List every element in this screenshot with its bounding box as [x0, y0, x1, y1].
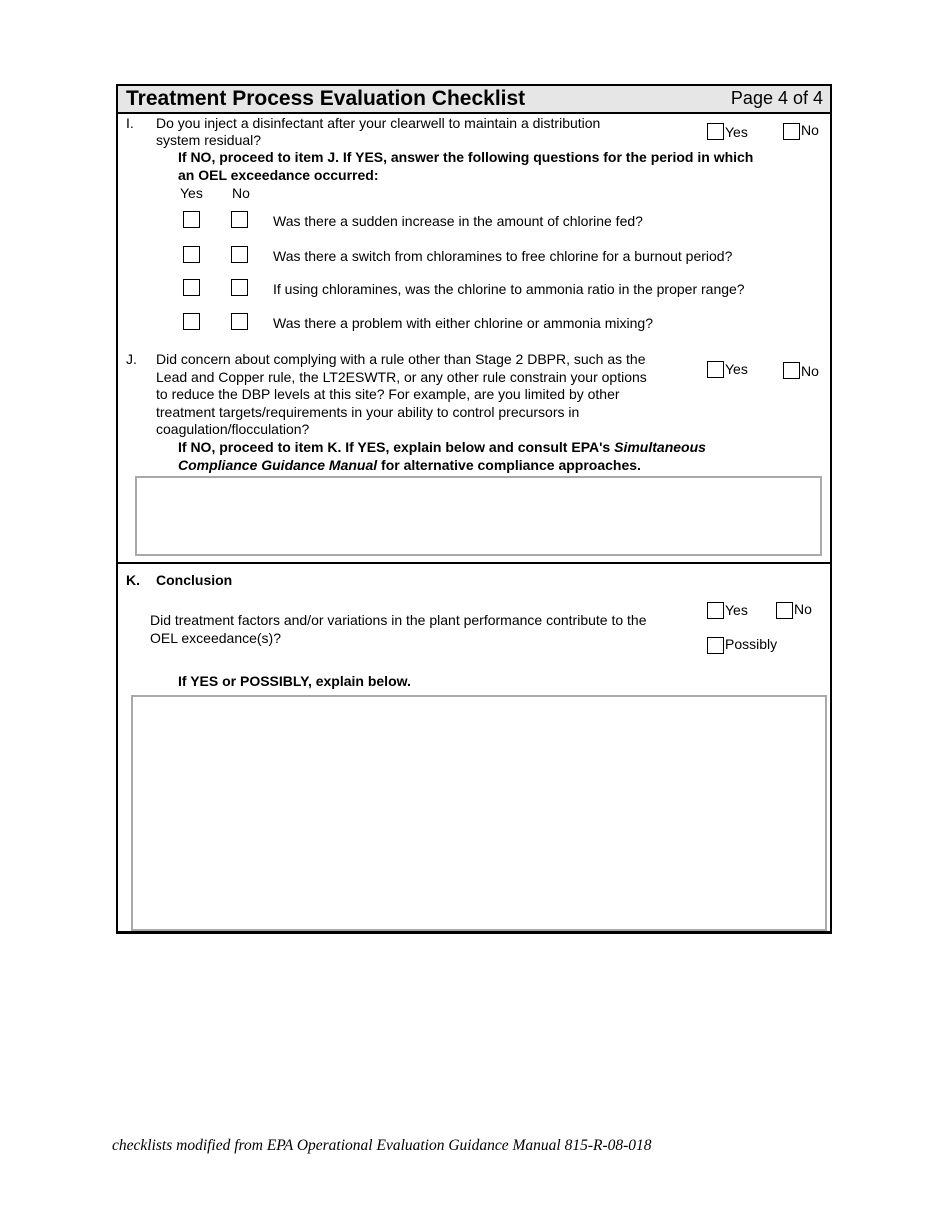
- item-i-instruction-line1: If NO, proceed to item J. If YES, answer the following questions for the period in which: [178, 149, 754, 165]
- item-i-col-no: No: [232, 185, 250, 201]
- item-i-marker: I.: [126, 115, 134, 131]
- item-k-possibly-checkbox[interactable]: [707, 637, 724, 654]
- item-j-question-line2: Lead and Copper rule, the LT2ESWTR, or any other rule constrain your options: [156, 368, 647, 385]
- item-j-question-line4: treatment targets/requirements in your ability to control precursors in: [156, 403, 580, 420]
- subq-3-text: If using chloramines, was the chlorine to ammonia ratio in the proper range?: [273, 281, 745, 297]
- item-i-question-line2: system residual?: [156, 132, 262, 148]
- item-k-instruction: If YES or POSSIBLY, explain below.: [178, 673, 411, 689]
- subq-4-yes-checkbox[interactable]: [183, 313, 200, 330]
- item-j-instruction-text1: If NO, proceed to item K. If YES, explain below and consult EPA's: [178, 439, 615, 455]
- item-i-yes-checkbox[interactable]: [707, 123, 724, 140]
- item-j-question-line3: to reduce the DBP levels at this site? For example, are you limited by other: [156, 386, 620, 402]
- item-k-question-line1: Did treatment factors and/or variations in the plant performance contribute to the: [150, 612, 647, 628]
- item-k-no-label: No: [794, 601, 812, 617]
- subq-2-text: Was there a switch from chloramines to free chlorine for a burnout period?: [273, 248, 733, 264]
- item-j-instruction-line1: [178, 439, 706, 457]
- item-k-yes-checkbox[interactable]: [707, 602, 724, 619]
- item-j-instruction-line2: [178, 457, 641, 475]
- item-k-title: Conclusion: [156, 572, 233, 588]
- item-k-possibly-label: Possibly: [725, 636, 778, 652]
- subq-1-no-checkbox[interactable]: [231, 211, 248, 228]
- page-number: Page 4 of 4: [730, 88, 823, 108]
- item-k-marker: K.: [126, 572, 140, 588]
- item-j-question-line5: coagulation/flocculation?: [156, 421, 310, 437]
- subq-4-no-checkbox[interactable]: [231, 313, 248, 330]
- checklist-form: [116, 84, 832, 934]
- subq-2-yes-checkbox[interactable]: [183, 246, 200, 263]
- item-i-no-label: No: [801, 122, 819, 138]
- item-j-no-checkbox[interactable]: [783, 362, 800, 379]
- item-k-question-line2: OEL exceedance(s)?: [150, 629, 281, 646]
- footer-note: checklists modified from EPA Operational Evaluation Guidance Manual 815-R-08-018: [112, 1137, 652, 1154]
- subq-1-text: Was there a sudden increase in the amount of chlorine fed?: [273, 213, 643, 229]
- item-j-yes-checkbox[interactable]: [707, 361, 724, 378]
- item-j-instruction-italic1: Simultaneous: [614, 439, 706, 455]
- subq-4-text: Was there a problem with either chlorine or ammonia mixing?: [273, 315, 653, 331]
- item-k-explanation-textarea[interactable]: [131, 695, 827, 931]
- item-i-question-line1: Do you inject a disinfectant after your clearwell to maintain a distribution: [156, 115, 601, 131]
- subq-2-no-checkbox[interactable]: [231, 246, 248, 263]
- item-j-instruction-text2: for alternative compliance approaches.: [377, 457, 641, 473]
- item-i-instruction-line2: an OEL exceedance occurred:: [178, 167, 379, 183]
- item-j-explanation-textarea[interactable]: [135, 476, 822, 556]
- page-title: Treatment Process Evaluation Checklist: [126, 87, 526, 110]
- item-j-no-label: No: [801, 363, 819, 379]
- item-i-no-checkbox[interactable]: [783, 123, 800, 140]
- subq-3-yes-checkbox[interactable]: [183, 279, 200, 296]
- item-i-yes-label: Yes: [725, 124, 748, 140]
- item-j-instruction-italic2: Compliance Guidance Manual: [178, 457, 378, 473]
- item-k-yes-label: Yes: [725, 602, 748, 618]
- item-i-col-yes: Yes: [180, 185, 203, 201]
- checklist-header: [118, 86, 830, 114]
- item-j-yes-label: Yes: [725, 361, 748, 377]
- section-divider: [118, 562, 830, 564]
- subq-3-no-checkbox[interactable]: [231, 279, 248, 296]
- subq-1-yes-checkbox[interactable]: [183, 211, 200, 228]
- item-j-question-line1: Did concern about complying with a rule other than Stage 2 DBPR, such as the: [156, 351, 646, 367]
- item-k-no-checkbox[interactable]: [776, 602, 793, 619]
- item-j-marker: J.: [126, 351, 137, 367]
